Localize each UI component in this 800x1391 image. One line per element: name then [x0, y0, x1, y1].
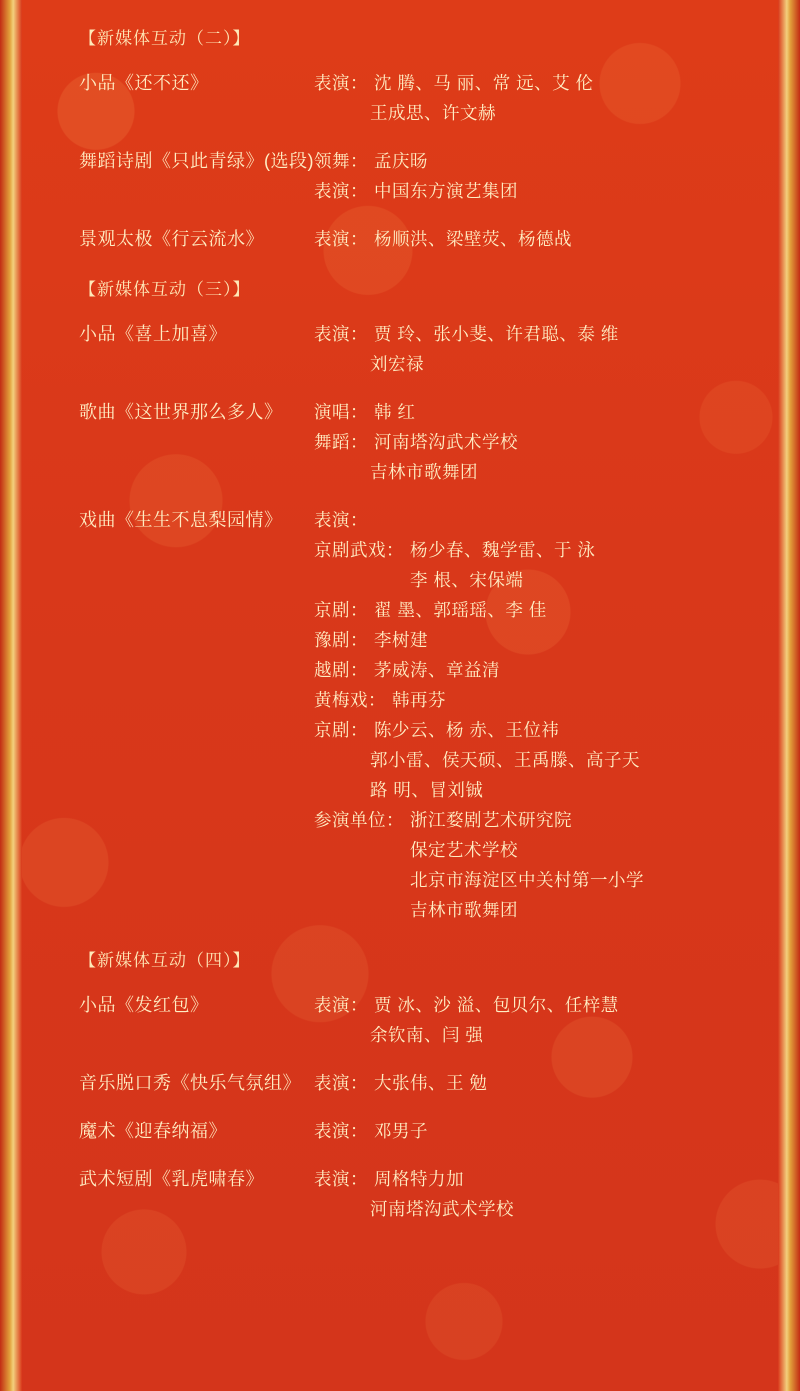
- credit-value: 中国东方演艺集团: [374, 181, 518, 201]
- credit-line: [314, 176, 778, 206]
- credit-value: 杨少春、魏学雷、于 泳: [410, 540, 596, 560]
- credit-line: [314, 990, 778, 1020]
- credit-value: 贾 玲、张小斐、许君聪、泰 维: [374, 324, 619, 344]
- credit-label: 表演：: [314, 1169, 368, 1189]
- credit-label: 参演单位：: [314, 810, 404, 830]
- program-title: 舞蹈诗剧《只此青绿》(选段): [79, 151, 314, 171]
- credit-label: 演唱：: [314, 402, 368, 422]
- credit-value: 余钦南、闫 强: [370, 1025, 484, 1045]
- credit-value: 杨顺洪、梁壁荧、杨德战: [374, 229, 572, 249]
- program-kuaileqifenzu: [22, 1059, 778, 1107]
- left-gold-border: [0, 0, 22, 1391]
- credit-label: 表演：: [314, 229, 368, 249]
- program-shengshengbuxiliyuanqing: [22, 496, 778, 934]
- credit-value: 吉林市歌舞团: [410, 900, 518, 920]
- credit-line: [314, 835, 778, 865]
- credit-line: [314, 715, 778, 745]
- credit-value: 吉林市歌舞团: [370, 462, 478, 482]
- program-haibuhuan: [22, 59, 778, 137]
- credit-label: 越剧：: [314, 660, 368, 680]
- credit-value: 孟庆旸: [374, 151, 428, 171]
- program-title: 小品《还不还》: [79, 73, 209, 93]
- credit-label: 表演：: [314, 181, 368, 201]
- program-list-content: [22, 0, 778, 1391]
- credit-line: [314, 655, 778, 685]
- credit-line: [314, 1116, 778, 1146]
- program-xishangjiaxi: [22, 310, 778, 388]
- credit-label: 京剧：: [314, 720, 368, 740]
- credit-line: [314, 319, 778, 349]
- credit-label: 舞蹈：: [314, 432, 368, 452]
- credit-line: [314, 745, 778, 775]
- credit-line: [314, 505, 778, 535]
- program-zheshijienameduoren: [22, 388, 778, 496]
- program-title: 小品《喜上加喜》: [79, 324, 227, 344]
- credit-line: [314, 895, 778, 925]
- credit-line: [314, 775, 778, 805]
- credit-line: [314, 349, 778, 379]
- credit-line: [314, 805, 778, 835]
- credit-value: 周格特力加: [374, 1169, 464, 1189]
- program-credits: [314, 990, 778, 1050]
- new-media-interaction-4: 【新媒体互动（四）】: [79, 951, 251, 970]
- credit-value: 保定艺术学校: [410, 840, 518, 860]
- program-title: 音乐脱口秀《快乐气氛组》: [79, 1073, 301, 1093]
- credit-label: 黄梅戏：: [314, 690, 386, 710]
- credit-value: 郭小雷、侯天硕、王禹滕、高子天: [370, 750, 640, 770]
- credit-line: [314, 865, 778, 895]
- credit-line: [314, 68, 778, 98]
- program-yingchunnafu: [22, 1107, 778, 1155]
- credit-line: [314, 595, 778, 625]
- credit-line: [314, 427, 778, 457]
- credit-value: 河南塔沟武术学校: [370, 1199, 514, 1219]
- credit-line: [314, 146, 778, 176]
- credit-label: 表演：: [314, 73, 368, 93]
- credit-line: [314, 685, 778, 715]
- credit-value: 李 根、宋保端: [410, 570, 524, 590]
- new-media-interaction-2: 【新媒体互动（二）】: [79, 29, 251, 48]
- program-credits: [314, 68, 778, 128]
- credit-line: [314, 1068, 778, 1098]
- credit-line: [314, 1164, 778, 1194]
- credit-value: 韩再芬: [392, 690, 446, 710]
- program-title: 小品《发红包》: [79, 995, 209, 1015]
- program-credits: [314, 224, 778, 254]
- credit-line: [314, 535, 778, 565]
- credit-value: 路 明、冒刘铖: [370, 780, 484, 800]
- credit-value: 韩 红: [374, 402, 416, 422]
- right-gold-border: [778, 0, 800, 1391]
- credit-line: [314, 1020, 778, 1050]
- credit-value: 王成思、许文赫: [370, 103, 496, 123]
- credit-value: 北京市海淀区中关村第一小学: [410, 870, 644, 890]
- program-credits: [314, 1116, 778, 1146]
- program-title: 歌曲《这世界那么多人》: [79, 402, 283, 422]
- program-credits: [314, 319, 778, 379]
- program-credits: [314, 397, 778, 487]
- program-zhiciqinglv: [22, 137, 778, 215]
- program-credits: [314, 1068, 778, 1098]
- program-ruhuxiaochun: [22, 1155, 778, 1233]
- credit-value: 陈少云、杨 赤、王位祎: [374, 720, 560, 740]
- credit-value: 大张伟、王 勉: [374, 1073, 488, 1093]
- credit-value: 刘宏禄: [370, 354, 424, 374]
- credit-label: 京剧武戏：: [314, 540, 404, 560]
- program-credits: [314, 505, 778, 925]
- credit-line: [314, 98, 778, 128]
- credit-line: [314, 565, 778, 595]
- program-credits: [314, 1164, 778, 1224]
- credit-label: 豫剧：: [314, 630, 368, 650]
- credit-value: 翟 墨、郭瑶瑶、李 佳: [374, 600, 547, 620]
- credit-line: [314, 224, 778, 254]
- credit-value: 李树建: [374, 630, 428, 650]
- credit-label: 表演：: [314, 324, 368, 344]
- program-title: 景观太极《行云流水》: [79, 229, 264, 249]
- credit-line: [314, 1194, 778, 1224]
- credit-value: [374, 505, 778, 535]
- credit-line: [314, 397, 778, 427]
- program-title: 戏曲《生生不息梨园情》: [79, 510, 283, 530]
- credit-label: 领舞：: [314, 151, 368, 171]
- credit-line: [314, 625, 778, 655]
- credit-label: 京剧：: [314, 600, 368, 620]
- credit-value: 河南塔沟武术学校: [374, 432, 518, 452]
- program-fahongbao: [22, 981, 778, 1059]
- credit-value: 贾 冰、沙 溢、包贝尔、任梓慧: [374, 995, 619, 1015]
- credit-value: 沈 腾、马 丽、常 远、艾 伦: [374, 73, 594, 93]
- credit-value: 茅威涛、章益清: [374, 660, 500, 680]
- new-media-interaction-3: 【新媒体互动（三）】: [79, 280, 251, 299]
- credit-label: 表演：: [314, 510, 368, 530]
- credit-label: 表演：: [314, 1073, 368, 1093]
- program-xingyunliushui: [22, 215, 778, 263]
- program-title: 武术短剧《乳虎啸春》: [79, 1169, 264, 1189]
- credit-value: 浙江婺剧艺术研究院: [410, 810, 572, 830]
- credit-line: [314, 457, 778, 487]
- program-credits: [314, 146, 778, 206]
- credit-label: 表演：: [314, 1121, 368, 1141]
- credit-label: 表演：: [314, 995, 368, 1015]
- program-title: 魔术《迎春纳福》: [79, 1121, 227, 1141]
- credit-value: 邓男子: [374, 1121, 428, 1141]
